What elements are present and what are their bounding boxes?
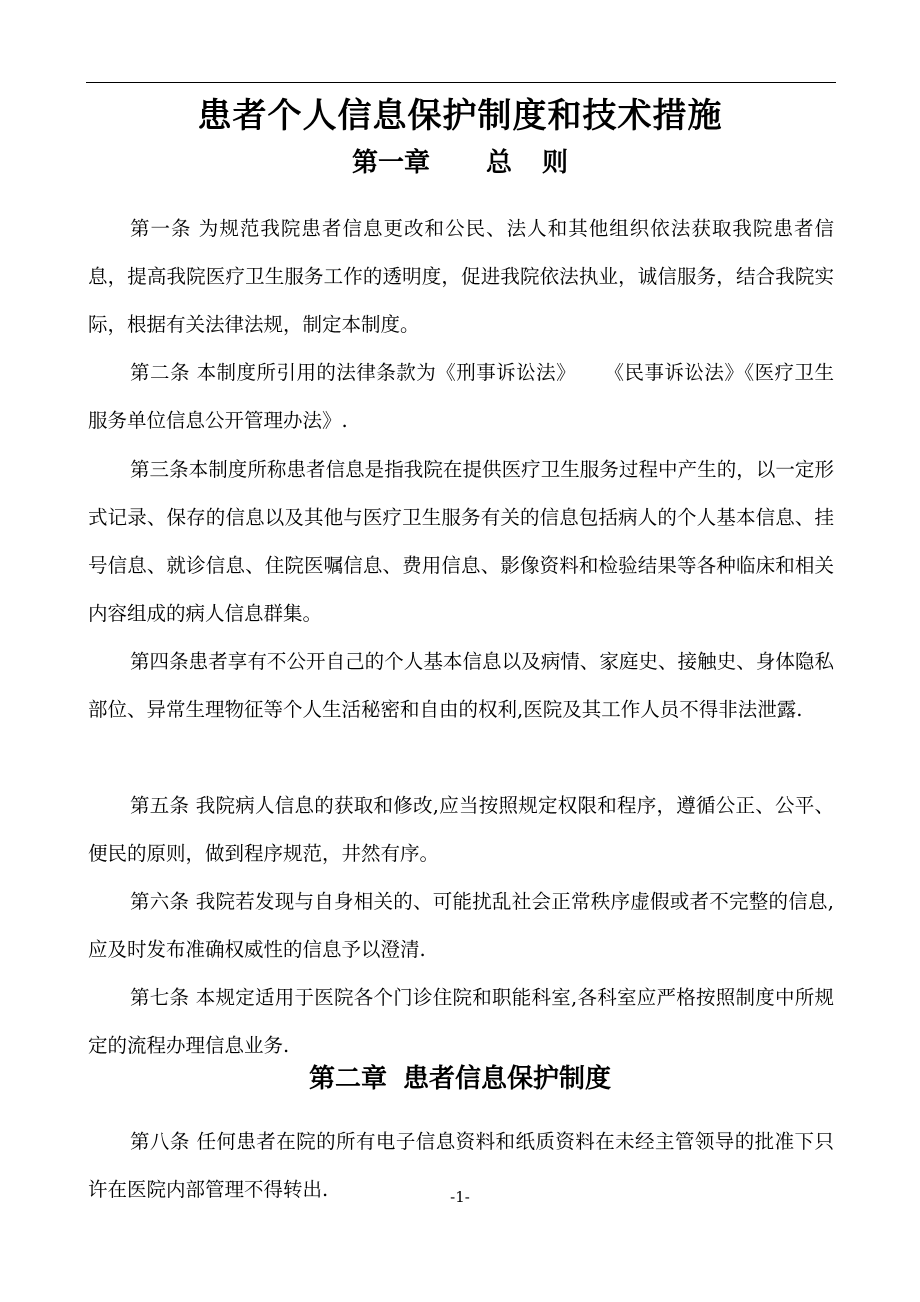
chapter-2-label: 第二章 — [308, 1064, 387, 1094]
page-number: -1- — [450, 1188, 470, 1206]
chapter-1-label: 第一章 — [351, 148, 430, 178]
article-2-part-b: 《民事诉讼法》《医疗卫生服务单位信息公开管理办法》. — [88, 360, 834, 432]
article-6: 第六条 我院若发现与自身相关的、可能扰乱社会正常秩序虚假或者不完整的信息,应及时发布准确权威性的信息予以澄清. — [88, 889, 834, 961]
article-7: 第七条 本规定适用于医院各个门诊住院和职能科室,各科室应严格按照制度中所规定的流程办理信息业务. — [88, 985, 834, 1057]
article-8: 第八条 任何患者在院的所有电子信息资料和纸质资料在未经主管领导的批准下只许在医院内部管理不得转出. — [88, 1129, 834, 1201]
document-title: 患者个人信息保护制度和技术措施 — [197, 96, 723, 136]
chapter-2-title: 患者信息保护制度 — [403, 1064, 612, 1094]
article-1: 第一条 为规范我院患者信息更改和公民、法人和其他组织依法获取我院患者信息，提高我院医疗卫生服务工作的透明度，促进我院依法执业，诚信服务，结合我院实际，根据有关法律法规，制定本制度。 — [88, 216, 834, 336]
article-2-part-a: 第二条 本制度所引用的法律条款为《刑事诉讼法》 — [130, 360, 577, 384]
chapter-2-heading — [0, 1058, 920, 1095]
article-4: 第四条患者享有不公开自己的个人基本信息以及病情、家庭史、接触史、身体隐私部位、异常生理物征等个人生活秘密和自由的权利,医院及其工作人员不得非法泄露. — [88, 649, 834, 721]
article-2 — [88, 349, 834, 445]
chapter-1-title-a: 总 — [485, 148, 512, 178]
article-5: 第五条 我院病人信息的获取和修改,应当按照规定权限和程序，遵循公正、公平、便民的原则，做到程序规范，井然有序。 — [88, 793, 834, 865]
chapter-1-heading — [0, 142, 920, 179]
article-3: 第三条本制度所称患者信息是指我院在提供医疗卫生服务过程中产生的，以一定形式记录、保存的信息以及其他与医疗卫生服务有关的信息包括病人的个人基本信息、挂号信息、就诊信息、住院医嘱信息、费用信息、影像资料和检验结果等各种临床和相关内容组成的病人信息群集。 — [88, 457, 834, 625]
chapter-1-title-b: 则 — [542, 148, 569, 178]
header-rule — [86, 82, 836, 83]
